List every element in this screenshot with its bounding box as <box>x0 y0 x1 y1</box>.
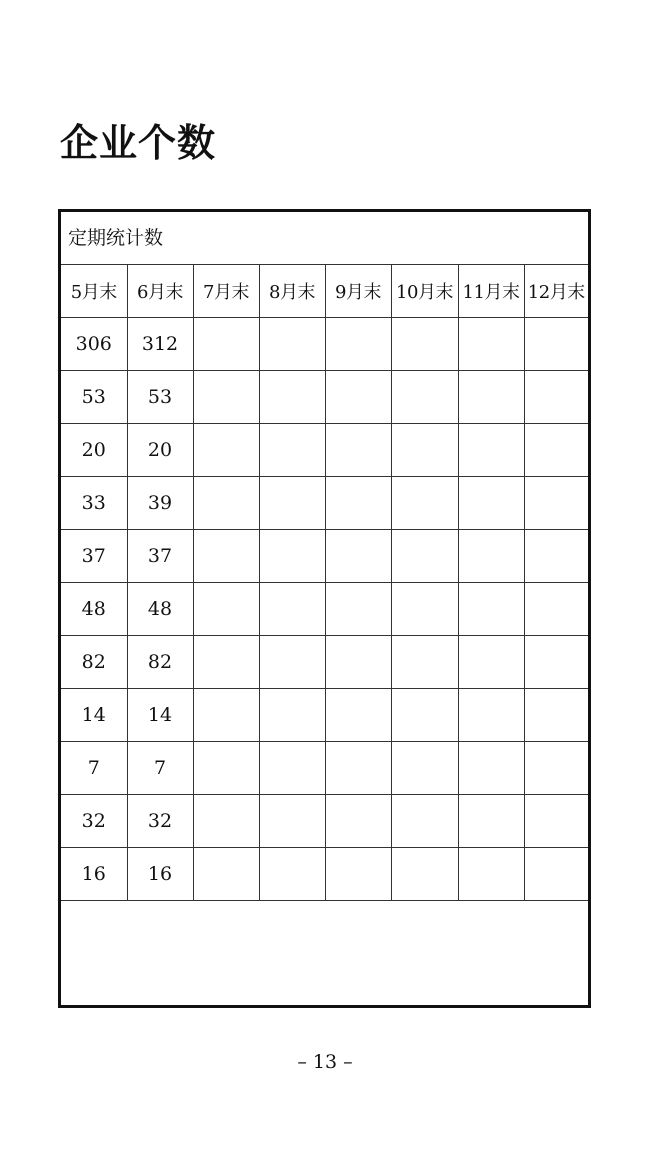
table-row <box>61 848 588 901</box>
table-row <box>61 424 588 477</box>
table-cell <box>193 795 259 848</box>
table-row <box>61 742 588 795</box>
table-cell <box>524 477 588 530</box>
table-cell <box>458 371 524 424</box>
table-cell <box>458 742 524 795</box>
table-cell: 37 <box>61 530 127 583</box>
table-cell: 48 <box>61 583 127 636</box>
table-cell <box>391 530 458 583</box>
table-row <box>61 583 588 636</box>
table-cell <box>259 689 325 742</box>
table-cell <box>391 795 458 848</box>
table-cell <box>458 636 524 689</box>
page-number: – 13 – <box>297 1051 353 1073</box>
table-row <box>61 477 588 530</box>
table-row <box>61 318 588 371</box>
table-cell <box>259 318 325 371</box>
table-cell <box>458 583 524 636</box>
table-cell <box>524 795 588 848</box>
table-cell <box>325 636 391 689</box>
table-row <box>61 530 588 583</box>
table-cell <box>193 636 259 689</box>
statistics-table <box>61 265 588 901</box>
table-cell <box>193 742 259 795</box>
table-cell <box>325 583 391 636</box>
column-header: 11月末 <box>458 265 524 318</box>
column-header: 8月末 <box>259 265 325 318</box>
table-row <box>61 371 588 424</box>
table-cell: 14 <box>127 689 193 742</box>
table-cell <box>325 848 391 901</box>
page-title: 企业个数 <box>60 120 217 165</box>
table-cell: 7 <box>127 742 193 795</box>
table-cell <box>259 583 325 636</box>
table-cell: 53 <box>127 371 193 424</box>
table-cell <box>259 477 325 530</box>
table-cell <box>524 318 588 371</box>
table-cell <box>391 424 458 477</box>
table-cell: 48 <box>127 583 193 636</box>
table-cell <box>391 742 458 795</box>
table-cell <box>391 477 458 530</box>
table-cell <box>391 689 458 742</box>
table-cell <box>193 583 259 636</box>
table-cell <box>325 689 391 742</box>
table-cell <box>193 477 259 530</box>
column-header: 12月末 <box>524 265 588 318</box>
table-cell <box>524 742 588 795</box>
table-cell <box>325 530 391 583</box>
table-cell <box>458 795 524 848</box>
table-cell: 33 <box>61 477 127 530</box>
table-cell: 306 <box>61 318 127 371</box>
table-cell <box>193 371 259 424</box>
table-cell <box>259 530 325 583</box>
table-cell <box>391 636 458 689</box>
table-cell: 39 <box>127 477 193 530</box>
table-cell: 14 <box>61 689 127 742</box>
table-cell: 7 <box>61 742 127 795</box>
table-cell: 53 <box>61 371 127 424</box>
table-cell <box>325 742 391 795</box>
table-cell: 82 <box>61 636 127 689</box>
table-cell <box>458 477 524 530</box>
table-cell <box>325 371 391 424</box>
column-header: 5月末 <box>61 265 127 318</box>
table-header-label: 定期统计数 <box>61 212 588 265</box>
table-cell <box>524 636 588 689</box>
table-cell: 82 <box>127 636 193 689</box>
table-cell <box>391 371 458 424</box>
table-cell <box>193 689 259 742</box>
table-cell <box>259 424 325 477</box>
column-header-row <box>61 265 588 318</box>
table-cell <box>325 795 391 848</box>
table-cell <box>193 424 259 477</box>
table-cell: 16 <box>61 848 127 901</box>
table-cell <box>458 689 524 742</box>
table-cell <box>259 795 325 848</box>
table-cell <box>259 636 325 689</box>
table-cell <box>391 848 458 901</box>
table-cell <box>524 689 588 742</box>
table-cell <box>391 318 458 371</box>
table-cell <box>325 477 391 530</box>
table-row <box>61 636 588 689</box>
table-cell <box>325 318 391 371</box>
table-cell <box>458 530 524 583</box>
table-cell <box>259 742 325 795</box>
table-cell: 32 <box>127 795 193 848</box>
table-cell: 20 <box>61 424 127 477</box>
table-cell <box>193 318 259 371</box>
table-cell <box>259 848 325 901</box>
statistics-table-box <box>58 209 591 1008</box>
table-cell <box>391 583 458 636</box>
table-cell <box>524 371 588 424</box>
table-cell <box>458 424 524 477</box>
column-header: 6月末 <box>127 265 193 318</box>
table-cell: 16 <box>127 848 193 901</box>
table-cell <box>193 848 259 901</box>
table-cell <box>193 530 259 583</box>
table-cell <box>524 424 588 477</box>
table-cell: 312 <box>127 318 193 371</box>
column-header: 10月末 <box>391 265 458 318</box>
table-cell <box>325 424 391 477</box>
table-cell: 32 <box>61 795 127 848</box>
table-body <box>61 318 588 901</box>
table-cell <box>458 318 524 371</box>
table-cell <box>458 848 524 901</box>
table-cell <box>524 583 588 636</box>
table-row <box>61 795 588 848</box>
table-row <box>61 689 588 742</box>
table-cell: 37 <box>127 530 193 583</box>
table-cell: 20 <box>127 424 193 477</box>
table-cell <box>524 530 588 583</box>
column-header: 9月末 <box>325 265 391 318</box>
table-cell <box>259 371 325 424</box>
column-header: 7月末 <box>193 265 259 318</box>
table-cell <box>524 848 588 901</box>
